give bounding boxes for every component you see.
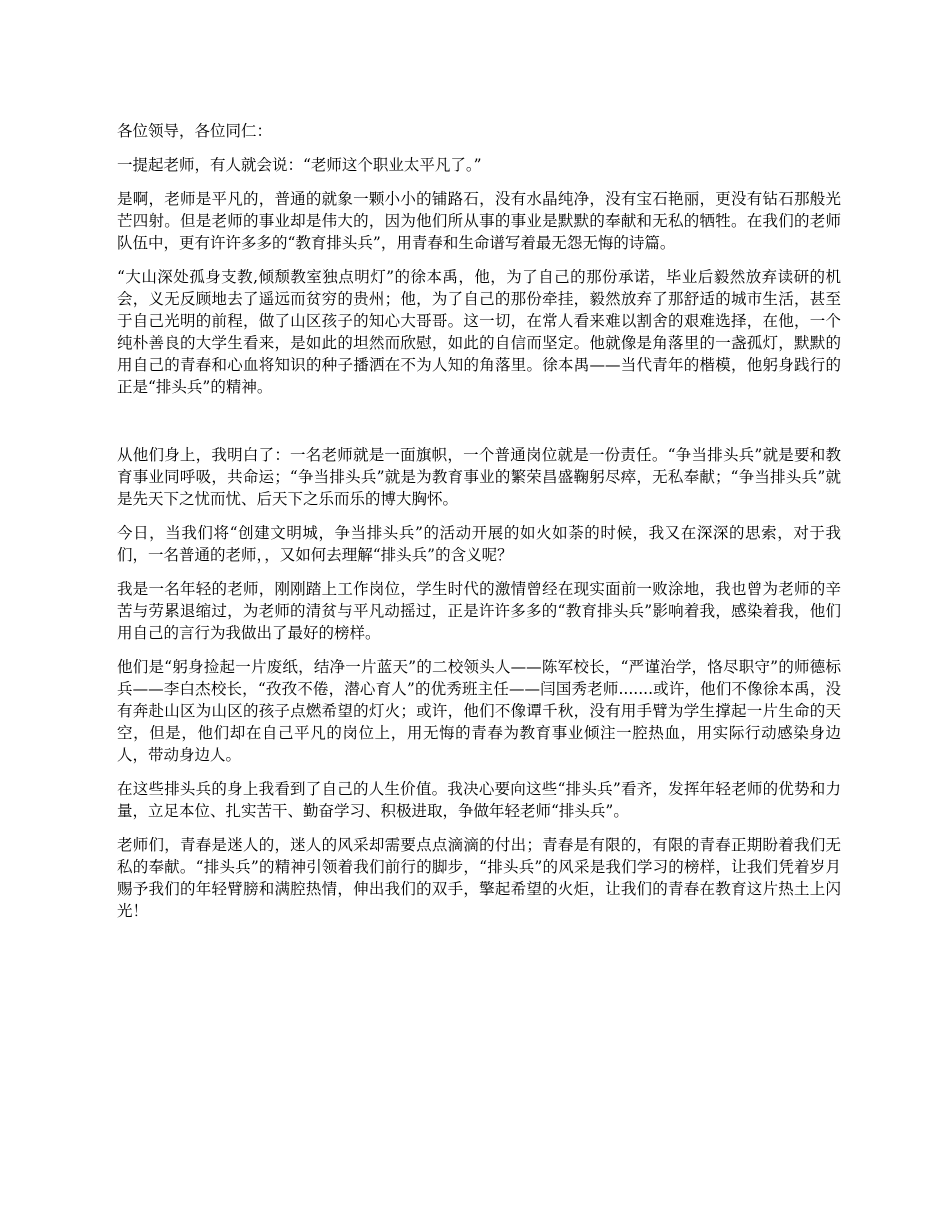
salutation: 各位领导，各位同仁： [117, 122, 273, 140]
paragraph: 我是一名年轻的老师，刚刚踏上工作岗位，学生时代的激情曾经在现实面前一败涂地，我也曾为老师的辛苦与劳累退缩过，为老师的清贫与平凡动摇过，正是许许多多的“教育排头兵”影响着我，感染着我，他们用自己的言行为我做出了最好的榜样。 [117, 580, 841, 642]
paragraph: 从他们身上，我明白了：一名老师就是一面旗帜，一个普通岗位就是一份责任。“争当排头兵”就是要和教育事业同呼吸，共命运；“争当排头兵”就是为教育事业的繁荣昌盛鞠躬尽瘁，无私奉献；“争当排头兵”就是先天下之忧而忧、后天下之乐而乐的博大胸怀。 [117, 446, 841, 508]
closing-paragraph: 老师们，青春是迷人的，迷人的风采却需要点点滴滴的付出；青春是有限的，有限的青春正期盼着我们无私的奉献。“排头兵”的精神引领着我们前行的脚步，“排头兵”的风采是我们学习的榜样，让我们凭着岁月赐予我们的年轻臂膀和满腔热情，伸出我们的双手，擎起希望的火炬，让我们的青春在教育这片热土上闪光！ [117, 836, 841, 920]
document-body [117, 120, 841, 934]
paragraph: 是啊，老师是平凡的，普通的就象一颗小小的铺路石，没有水晶纯净，没有宝石艳丽，更没有钻石那般光芒四射。但是老师的事业却是伟大的，因为他们所从事的事业是默默的奉献和无私的牺牲。在我们的老师队伍中，更有许许多多的“教育排头兵”，用青春和生命谱写着最无怨无悔的诗篇。 [117, 190, 841, 252]
paragraph: 在这些排头兵的身上我看到了自己的人生价值。我决心要向这些“排头兵”看齐，发挥年轻老师的优势和力量，立足本位、扎实苦干、勤奋学习、积极进取，争做年轻老师“排头兵”。 [117, 780, 841, 820]
paragraph: 今日，当我们将“创建文明城，争当排头兵”的活动开展的如火如荼的时候，我又在深深的思索，对于我们，一名普通的老师，，又如何去理解“排头兵”的含义呢？ [117, 524, 841, 564]
paragraph: 他们是“躬身捡起一片废纸，结净一片蓝天”的二校领头人——陈军校长，“严谨治学，恪尽职守”的师德标兵——李白杰校长，“孜孜不倦，潜心育人”的优秀班主任——闫国秀老师.......或许，他们不像徐本禹，没有奔赴山区为山区的孩子点燃希望的灯火；或许，他们不像谭千秋，没有用手臂为学生撑起一片生命的天空，但是，他们却在自己平凡的岗位上，用无悔的青春为教育事业倾注一腔热血，用实际行动感染身边人，带动身边人。 [117, 658, 841, 764]
paragraph: 一提起老师，有人就会说：“老师这个职业太平凡了。” [117, 156, 482, 174]
paragraph: “大山深处孤身支教,倾颓教室独点明灯”的徐本禹，他，为了自己的那份承诺，毕业后毅然放弃读研的机会，义无反顾地去了遥远而贫穷的贵州；他，为了自己的那份牵挂，毅然放弃了那舒适的城市生活，甚至于自己光明的前程，做了山区孩子的知心大哥哥。这一切，在常人看来难以割舍的艰难选择，在他，一个纯朴善良的大学生看来，是如此的坦然而欣慰，如此的自信而坚定。他就像是角落里的一盏孤灯，默默的用自己的青春和心血将知识的种子播洒在不为人知的角落里。徐本禺——当代青年的楷模，他躬身践行的正是“排头兵”的精神。 [117, 268, 841, 396]
section-gap [117, 410, 841, 444]
